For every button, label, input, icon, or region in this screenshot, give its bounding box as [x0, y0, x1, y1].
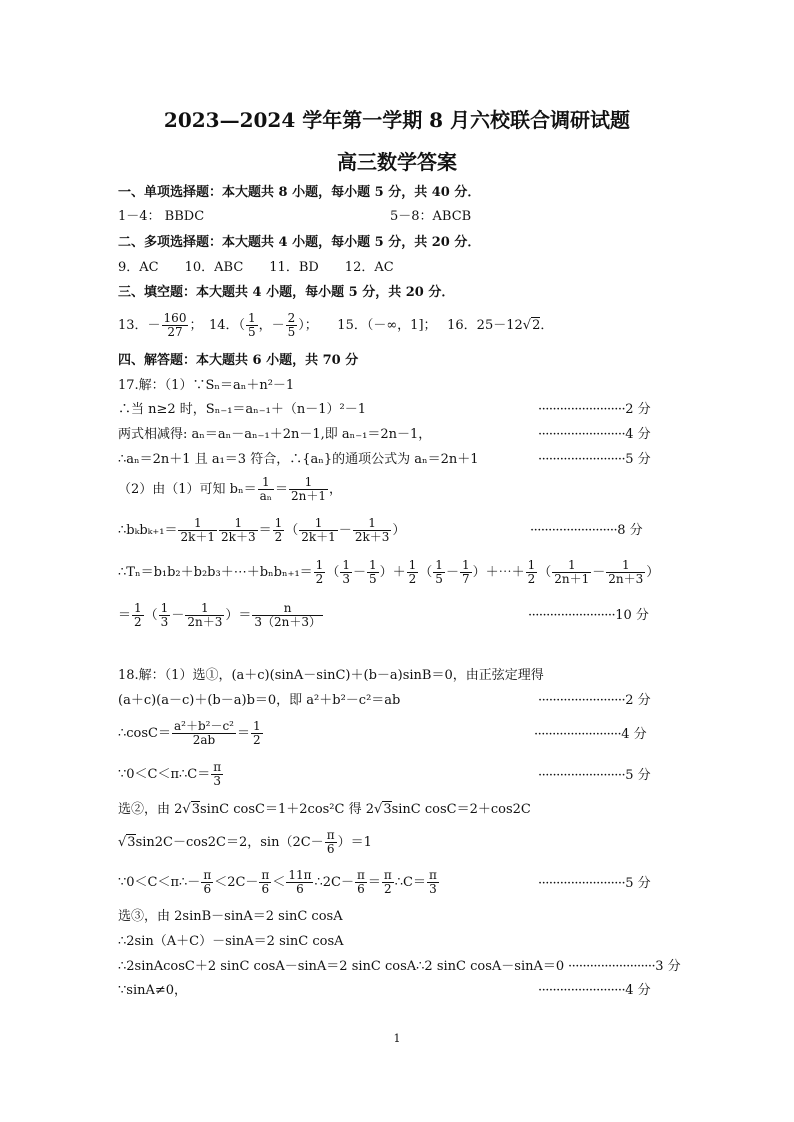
score-mark: ························4 分	[538, 983, 651, 998]
score-mark: ························4 分	[534, 727, 647, 742]
fraction: $\frac{1}{2n+3}$	[187, 601, 223, 629]
sqrt-radicand: 3	[127, 835, 136, 850]
fraction: $\frac{\pi}{3}$	[213, 760, 222, 788]
fraction: $\frac{1}{2k+3}$	[354, 516, 390, 544]
q18-line-3: ∴cosC＝ $\frac{\text{a²＋b²－c²}}{2ab}$ ＝ $\frac{1}{2}$	[118, 719, 261, 747]
fraction: $\frac{1}{3}$	[160, 601, 169, 629]
sqrt-radicand: 3	[383, 802, 392, 817]
q17-line-5: （2）由（1）可知 bₙ＝ $\frac{1}{\text{aₙ}}$ ＝ $\frac{1}{2n+1}$ ，	[118, 475, 343, 503]
score-mark: ························3 分	[568, 959, 681, 974]
page-title: 2023—2024 学年第一学期 8 月六校联合调研试题	[163, 108, 631, 132]
fraction: $\frac{1}{2}$	[274, 516, 283, 544]
section-1-answers-b: 5－8：ABCB	[390, 209, 472, 224]
q18-line-5: 选②，由 2√3sinC cosC＝1＋2cos²C 得 2√3sinC cosC＝2＋cos2C	[118, 802, 531, 817]
fraction: $\frac{1}{2}$	[134, 601, 142, 629]
fraction: $\frac{1}{2}$	[527, 558, 536, 586]
q18-line-8: 选③，由 2sinB－sinA＝2 sinC cosA	[118, 909, 343, 924]
fraction: $\frac{1}{2n+1}$	[554, 558, 590, 586]
fraction: $\frac{1}{\text{aₙ}}$	[259, 475, 272, 503]
fraction: $\frac{1}{7}$	[461, 558, 470, 586]
q18-line-11: ∵sinA≠0，	[118, 983, 188, 998]
fraction: $\frac{\pi}{6}$	[326, 828, 335, 856]
sqrt-radicand: 2	[532, 318, 541, 333]
score-mark: ························5 分	[538, 768, 651, 783]
q17-line-3: 两式相减得: aₙ＝aₙ－aₙ₋₁＋2n－1,即 aₙ₋₁＝2n－1，	[118, 427, 432, 442]
section-4-header: 四、解答题：本大题共 6 小题，共 70 分	[118, 353, 359, 368]
section-2-answers: 9．AC 10．ABC 11．BD 12．AC	[118, 260, 394, 275]
page-number: 1	[393, 1032, 401, 1045]
section-1-answers-a: 1－4： BBDC	[118, 209, 205, 224]
fraction: $\frac{1}{2k+1}$	[301, 516, 336, 544]
section-3-header: 三、填空题：本大题共 4 小题，每小题 5 分，共 20 分．	[118, 285, 455, 300]
fraction: $\frac{1}{2k+3}$	[221, 516, 256, 544]
q17-line-8: ＝ $\frac{1}{2}$ （ $\frac{1}{3}$ － $\frac{1}{2n+3}$ ）＝ $\frac{n}{3(2n+3)}$	[118, 601, 321, 629]
score-mark: ························2 分	[538, 402, 651, 417]
sqrt-radicand: 3	[191, 802, 200, 817]
q17-line-2: ∴当 n≥2 时，Sₙ₋₁＝aₙ₋₁＋（n－1）²－1	[118, 402, 366, 417]
score-mark: ························5 分	[538, 876, 651, 891]
q18-line-7: ∵0＜C＜π∴－ $\frac{\pi}{6}$ ＜2C－ $\frac{\pi}{6}$ ＜ $\frac{11\pi}{6}$ ∴2C－ $\frac{\pi}{6}$ ＝ $\frac{\pi}{2}$ ∴C＝ $\frac{\pi}{3}$	[118, 868, 437, 896]
q18-line-9: ∴2sin（A＋C）－sinA＝2 sinC cosA	[118, 934, 344, 949]
fraction: $\frac{\pi}{2}$	[383, 868, 392, 896]
q18-line-6: √3sin2C－cos2C＝2，sin（2C－ $\frac{\pi}{6}$ ）＝1	[118, 828, 372, 856]
q17-line-1: 17.解：（1）∵Sₙ＝aₙ＋n²－1	[118, 378, 295, 393]
fraction: $\frac{1}{5}$	[368, 558, 377, 586]
q17-line-4: ∴aₙ＝2n＋1 且 a₁＝3 符合，∴{aₙ}的通项公式为 aₙ＝2n＋1	[118, 452, 479, 467]
fraction: $\frac{\pi}{6}$	[203, 868, 212, 896]
fraction: $\frac{\pi}{6}$	[261, 868, 270, 896]
q18-line-2: (a＋c)(a－c)＋(b－a)b＝0，即 a²＋b²－c²＝ab	[118, 693, 401, 708]
section-2-header: 二、多项选择题：本大题共 4 小题，每小题 5 分，共 20 分．	[118, 235, 481, 250]
q17-line-7: ∴Tₙ＝b₁b₂＋b₂b₃＋⋯＋bₙbₙ₊₁＝ $\frac{1}{2}$ （ $\frac{1}{3}$ － $\frac{1}{5}$ ）＋ $\frac{1}{2}$ （ $\frac{1}{5}$ － $\frac{1}{7}$ ）＋⋯＋ $\frac{1}{2}$ （ $\frac{1}{2n+1}$ － $\frac{1}{2n+3}$ ）	[118, 558, 660, 586]
fraction: $\frac{1}{2}$	[315, 558, 324, 586]
section-1-header: 一、单项选择题：本大题共 8 小题，每小题 5 分，共 40 分．	[118, 185, 481, 200]
q18-line-10: ∴2sinAcosC＋2 sinC cosA－sinA＝2 sinC cosA∴2 sinC cosA－sinA＝0	[118, 959, 565, 974]
fraction: $\frac{1}{5}$	[248, 311, 256, 339]
fraction: $\frac{\pi}{3}$	[429, 868, 437, 896]
fraction: $\frac{2}{5}$	[287, 311, 296, 339]
score-mark: ························2 分	[538, 693, 651, 708]
page-subtitle: 高三数学答案	[337, 150, 457, 174]
fraction: $\frac{1}{2n+3}$	[608, 558, 644, 586]
fraction: $\frac{1}{2}$	[253, 719, 261, 747]
fraction: $\frac{\pi}{6}$	[356, 868, 365, 896]
score-mark: ························10 分	[528, 608, 649, 623]
fraction: $\frac{1}{2k+1}$	[180, 516, 216, 544]
score-mark: ························5 分	[538, 452, 651, 467]
fraction: $\frac{1}{5}$	[435, 558, 443, 586]
q18-line-4: ∵0＜C＜π∴C＝ $\frac{\pi}{3}$	[118, 760, 222, 788]
fraction: $\frac{160}{27}$	[163, 311, 187, 339]
q13-label: 13．－	[118, 318, 161, 333]
fraction: $\frac{1}{3}$	[342, 558, 350, 586]
score-mark: ························4 分	[538, 427, 651, 442]
q17-line-6: ∴bₖbₖ₊₁＝ $\frac{1}{2k+1}$ $\frac{1}{2k+3}$ ＝ $\frac{1}{2}$ （ $\frac{1}{2k+1}$ － $\frac{1}{2k+3}$ ）	[118, 516, 406, 544]
q18-line-1: 18.解：（1）选①，(a＋c)(sinA－sinC)＋(b－a)sinB＝0，由正弦定理得	[118, 668, 544, 683]
fraction: $\frac{1}{2}$	[408, 558, 417, 586]
fraction: $\frac{\text{a²＋b²－c²}}{2ab}$	[174, 719, 234, 747]
fraction: $\frac{11\pi}{6}$	[288, 868, 312, 896]
fraction: $\frac{1}{2n+1}$	[291, 475, 326, 503]
score-mark: ························8 分	[530, 523, 643, 538]
section-3-answers: 13．－ $\frac{160}{27}$ ； 14．（ $\frac{1}{5}$ ，－ $\frac{2}{5}$ ）； 15．（－∞，1]； 16．25－12√2．	[118, 311, 554, 339]
fraction: $\frac{n}{3(2n+3)}$	[254, 601, 321, 629]
